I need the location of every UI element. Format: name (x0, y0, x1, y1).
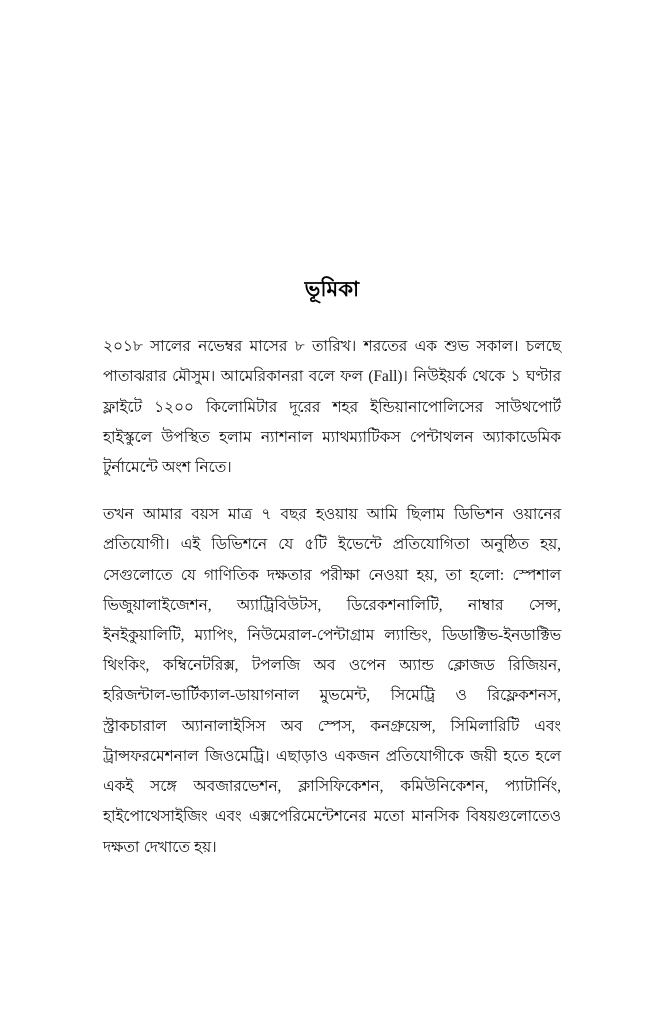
page-content (103, 276, 561, 863)
page-title: ভূমিকা (304, 277, 360, 301)
paragraph-1: ২০১৮ সালের নভেম্বর মাসের ৮ তারিখ। শরতের এক শুভ সকাল। চলছে পাতাঝরার মৌসুম। আমেরিকানরা বলে ফল (Fall)। নিউইয়র্ক থেকে ১ ঘণ্টার ফ্লাইটে ১২০০ কিলোমিটার দূরের শহর ইন্ডিয়ানাপোলিসের সাউথপোর্ট হাইস্কুলে উপস্থিত হলাম ন্যাশনাল ম্যাথম্যাটিকস পেন্টাথলন অ্যাকাডেমিক টুর্নামেন্টে অংশ নিতে। (103, 338, 561, 477)
paragraph-2: তখন আমার বয়স মাত্র ৭ বছর হওয়ায় আমি ছিলাম ডিভিশন ওয়ানের প্রতিযোগী। এই ডিভিশনে যে ৫টি ইভেন্টে প্রতিযোগিতা অনুষ্ঠিত হয়, সেগুলোতে যে গাণিতিক দক্ষতার পরীক্ষা নেওয়া হয়, তা হলো: স্পেশাল ভিজুয়ালাইজেশন, অ্যাট্রিবিউটস, ডিরেকশনালিটি, নাম্বার সেন্স, ইনইকুয়ালিটি, ম্যাপিং, নিউমেরাল-পেন্টাগ্রাম ল্যান্ডিং, ডিডাক্টিভ-ইনডাক্টিভ থিংকিং, কম্বিনেটরিক্স, টপলজি অব ওপেন অ্যান্ড ক্লোজড রিজিয়ন, হরিজন্টাল-ভার্টিক্যাল-ডায়াগনাল মুভমেন্ট, সিমেট্রি ও রিফ্লেকশনস, স্ট্রাকচারাল অ্যানালাইসিস অব স্পেস, কনগ্রুয়েন্স, সিমিলারিটি এবং ট্রান্সফরমেশনাল জিওমেট্রি। এছাড়াও একজন প্রতিযোগীকে জয়ী হতে হলে একই সঙ্গে অবজারভেশন, ক্লাসিফিকেশন, কমিউনিকেশন, প্যাটার্নিং, হাইপোথেসাইজিং এবং এক্সপেরিমেন্টেশনের মতো মানসিক বিষয়গুলোতেও দক্ষতা দেখাতে হয়। (103, 506, 561, 856)
